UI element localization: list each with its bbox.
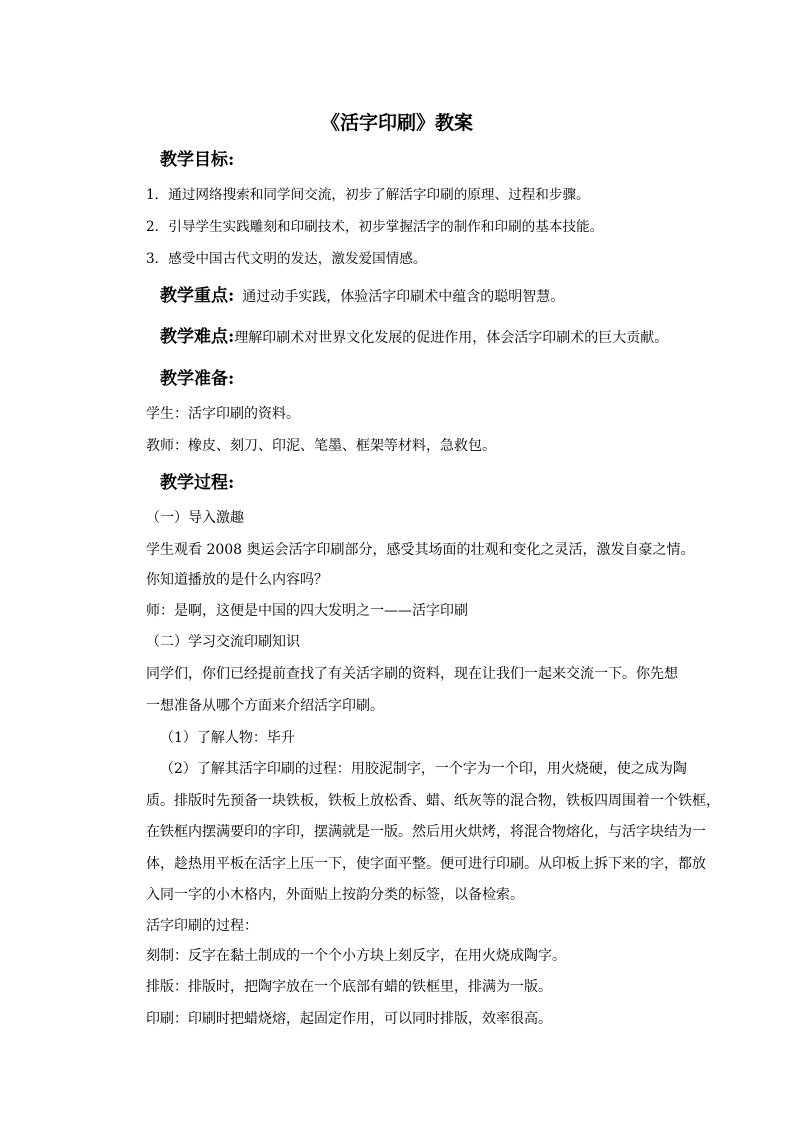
process-line: 活字印刷的过程： (146, 918, 258, 934)
process-line: （二）学习交流印刷知识 (146, 634, 300, 650)
process-line: 质。排版时先预备一块铁板，铁板上放松香、蜡、纸灰等的混合物，铁板四周围着一个铁框， (146, 793, 720, 809)
key-point-text: 通过动手实践，体验活字印刷术中蕴含的聪明智慧。 (242, 289, 565, 305)
difficulty-heading: 教学难点: (160, 327, 235, 347)
difficulty-text: 理解印刷术对世界文化发展的促进作用，体会活字印刷术的巨大贡献。 (234, 330, 669, 346)
preparation-student: 学生：活字印刷的资料。 (146, 406, 300, 422)
objective-item: 2．引导学生实践雕刻和印刷技术，初步掌握活字的制作和印刷的基本技能。 (146, 219, 604, 235)
preparation-teacher: 教师：橡皮、刻刀、印泥、笔墨、框架等材料，急救包。 (146, 438, 496, 454)
objective-item: 1．通过网络搜索和同学间交流，初步了解活字印刷的原理、过程和步骤。 (146, 187, 590, 203)
process-line: 刻制：反字在黏土制成的一个个小方块上刻反字，在用火烧成陶字。 (146, 948, 566, 964)
process-line: 在铁框内摆满要印的字印，摆满就是一版。然后用火烘烤，将混合物熔化，与活字块结为一 (146, 824, 706, 840)
key-point-heading: 教学重点: (160, 286, 235, 306)
objective-item: 3．感受中国古代文明的发达，激发爱国情感。 (146, 251, 427, 267)
objectives-heading: 教学目标: (160, 150, 235, 170)
preparation-heading: 教学准备: (160, 369, 235, 389)
process-line: 你知道播放的是什么内容吗？ (146, 572, 328, 588)
process-line: 一想准备从哪个方面来介绍活字印刷。 (146, 698, 384, 714)
difficulty (160, 328, 668, 347)
process-line: 入同一字的小木格内，外面贴上按韵分类的标签，以备检索。 (146, 887, 524, 903)
process-line: 体，趁热用平板在活字上压一下，使字面平整。便可进行印刷。从印板上拆下来的字，都放 (146, 856, 706, 872)
key-point (160, 287, 564, 306)
process-heading: 教学过程: (160, 473, 235, 493)
process-line: 印刷：印刷时把蜡烧熔，起固定作用，可以同时排版，效率很高。 (146, 1011, 552, 1027)
document-title: 《活字印刷》教案 (320, 112, 473, 134)
process-line: （2）了解其活字印刷的过程：用胶泥制字，一个字为一个印，用火烧硬，使之成为陶 (160, 761, 687, 777)
process-line: 同学们，你们已经提前查找了有关活字刷的资料，现在让我们一起来交流一下。你先想 (146, 666, 678, 682)
process-line: 排版：排版时，把陶字放在一个底部有蜡的铁框里，排满为一版。 (146, 979, 552, 995)
process-line: 学生观看 2008 奥运会活字印刷部分，感受其场面的壮观和变化之灵活，激发自豪之情。 (146, 542, 695, 558)
process-line: 师：是啊，这便是中国的四大发明之一——活字印刷 (146, 603, 468, 619)
process-line: （1）了解人物：毕升 (160, 730, 295, 746)
process-line: （一）导入激趣 (146, 510, 244, 526)
